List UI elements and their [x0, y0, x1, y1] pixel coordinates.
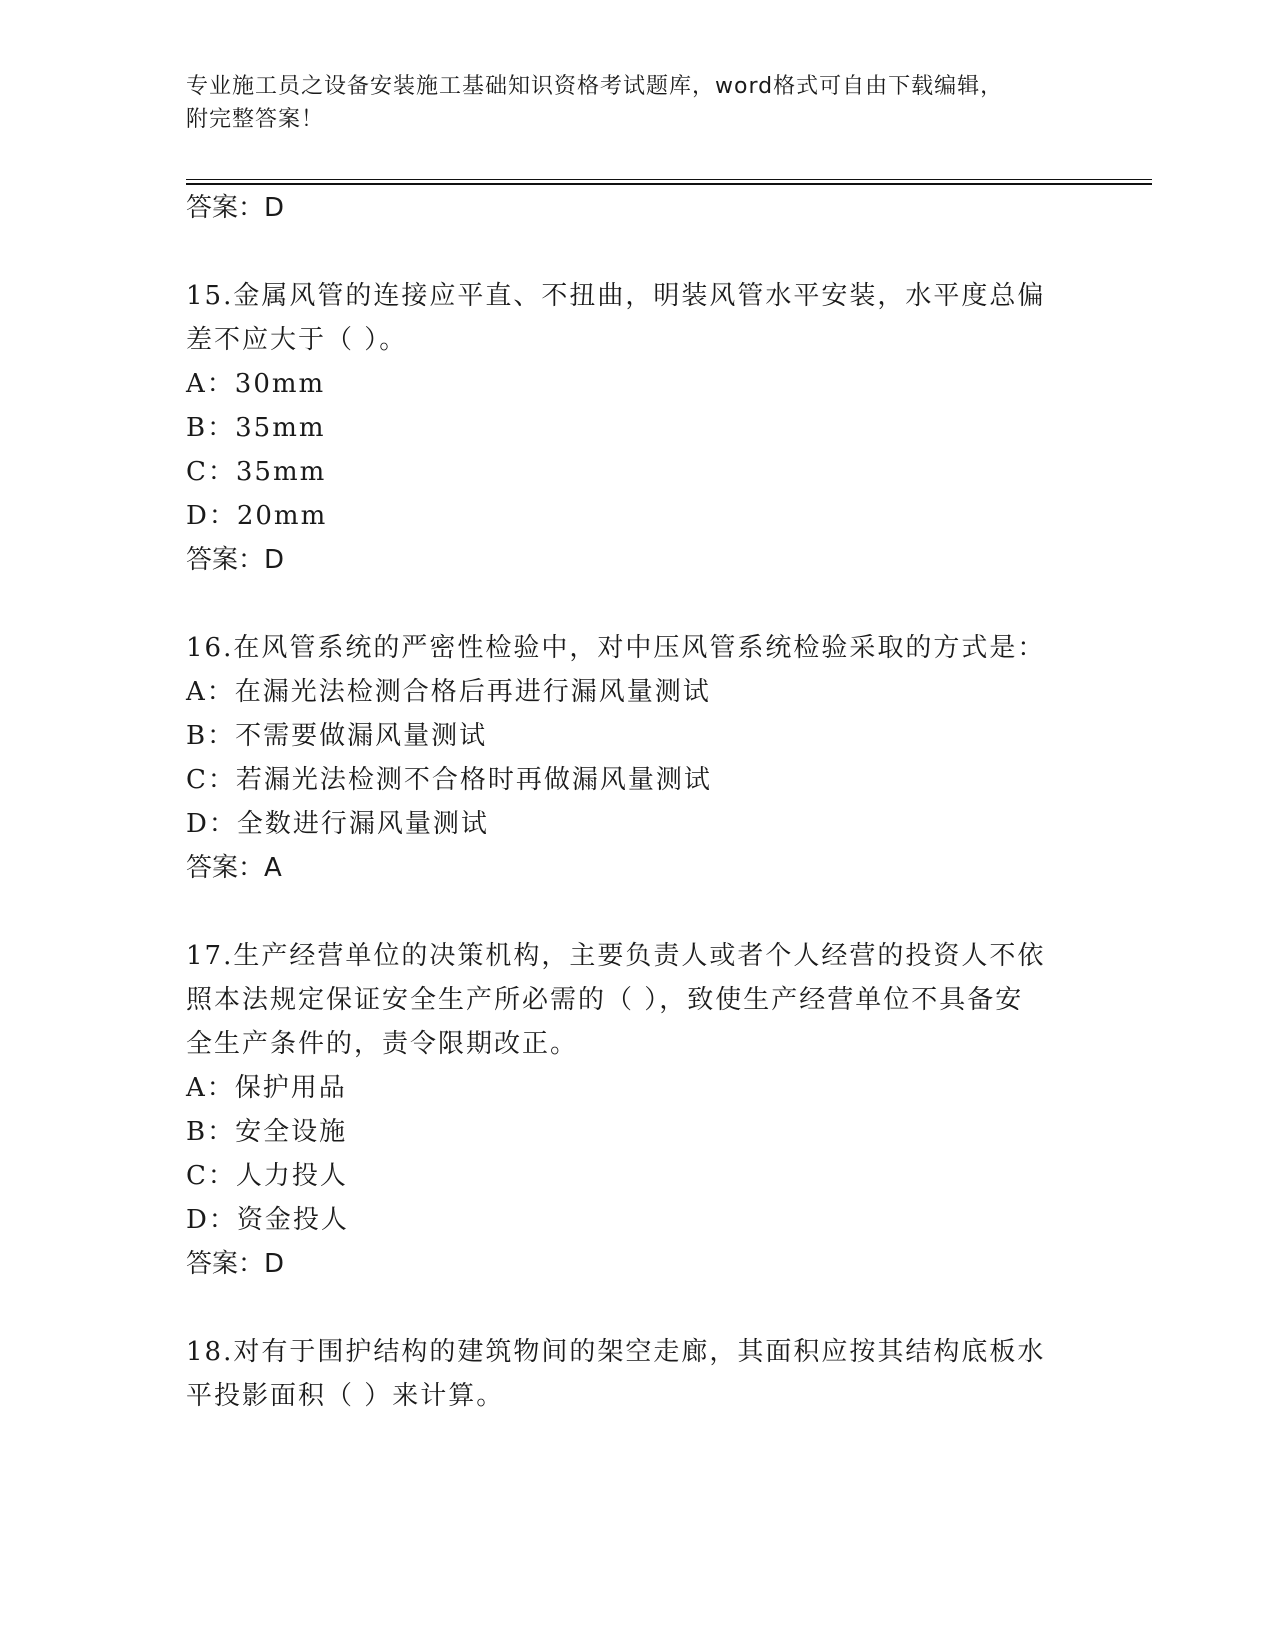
- question-16-answer: 答案：A: [186, 853, 282, 883]
- question-15-option-b: B：35mm: [186, 413, 326, 443]
- question-16-option-a: A：在漏光法检测合格后再进行漏风量测试: [186, 677, 711, 707]
- question-15-option-a: A：30mm: [186, 369, 326, 399]
- question-15-line-1: 15.金属风管的连接应平直、不扭曲，明装风管水平安装，水平度总偏: [186, 281, 1046, 311]
- document-header: [186, 70, 1086, 136]
- header-line-1: 专业施工员之设备安装施工基础知识资格考试题库，word格式可自由下载编辑，: [186, 74, 1004, 99]
- question-16-option-d: D：全数进行漏风量测试: [186, 809, 489, 839]
- question-17-line-3: 全生产条件的，责令限期改正。: [186, 1029, 579, 1059]
- question-15-option-d: D：20mm: [186, 501, 328, 531]
- header-rule-thin: [186, 179, 1152, 180]
- previous-answer: 答案：D: [186, 193, 285, 223]
- question-15-answer: 答案：D: [186, 545, 285, 575]
- question-15-line-2: 差不应大于（ ）。: [186, 325, 408, 355]
- question-17-option-d: D：资金投人: [186, 1205, 349, 1235]
- question-15-option-c: C：35mm: [186, 457, 327, 487]
- question-17-line-1: 17.生产经营单位的决策机构，主要负责人或者个人经营的投资人不依: [186, 941, 1046, 971]
- question-17-answer: 答案：D: [186, 1249, 285, 1279]
- question-16-option-c: C：若漏光法检测不合格时再做漏风量测试: [186, 765, 712, 795]
- question-17-option-a: A：保护用品: [186, 1073, 347, 1103]
- header-line-2: 附完整答案！: [186, 107, 325, 132]
- question-18-line-2: 平投影面积（ ）来计算。: [186, 1381, 505, 1411]
- question-17-option-b: B：安全设施: [186, 1117, 348, 1147]
- question-17-option-c: C：人力投人: [186, 1161, 348, 1191]
- question-16-line-1: 16.在风管系统的严密性检验中，对中压风管系统检验采取的方式是：: [186, 633, 1046, 663]
- question-18-line-1: 18.对有于围护结构的建筑物间的架空走廊，其面积应按其结构底板水: [186, 1337, 1046, 1367]
- question-17-line-2: 照本法规定保证安全生产所必需的（ ），致使生产经营单位不具备安: [186, 985, 1024, 1015]
- header-rule-thick: [186, 183, 1152, 185]
- question-16-option-b: B：不需要做漏风量测试: [186, 721, 488, 751]
